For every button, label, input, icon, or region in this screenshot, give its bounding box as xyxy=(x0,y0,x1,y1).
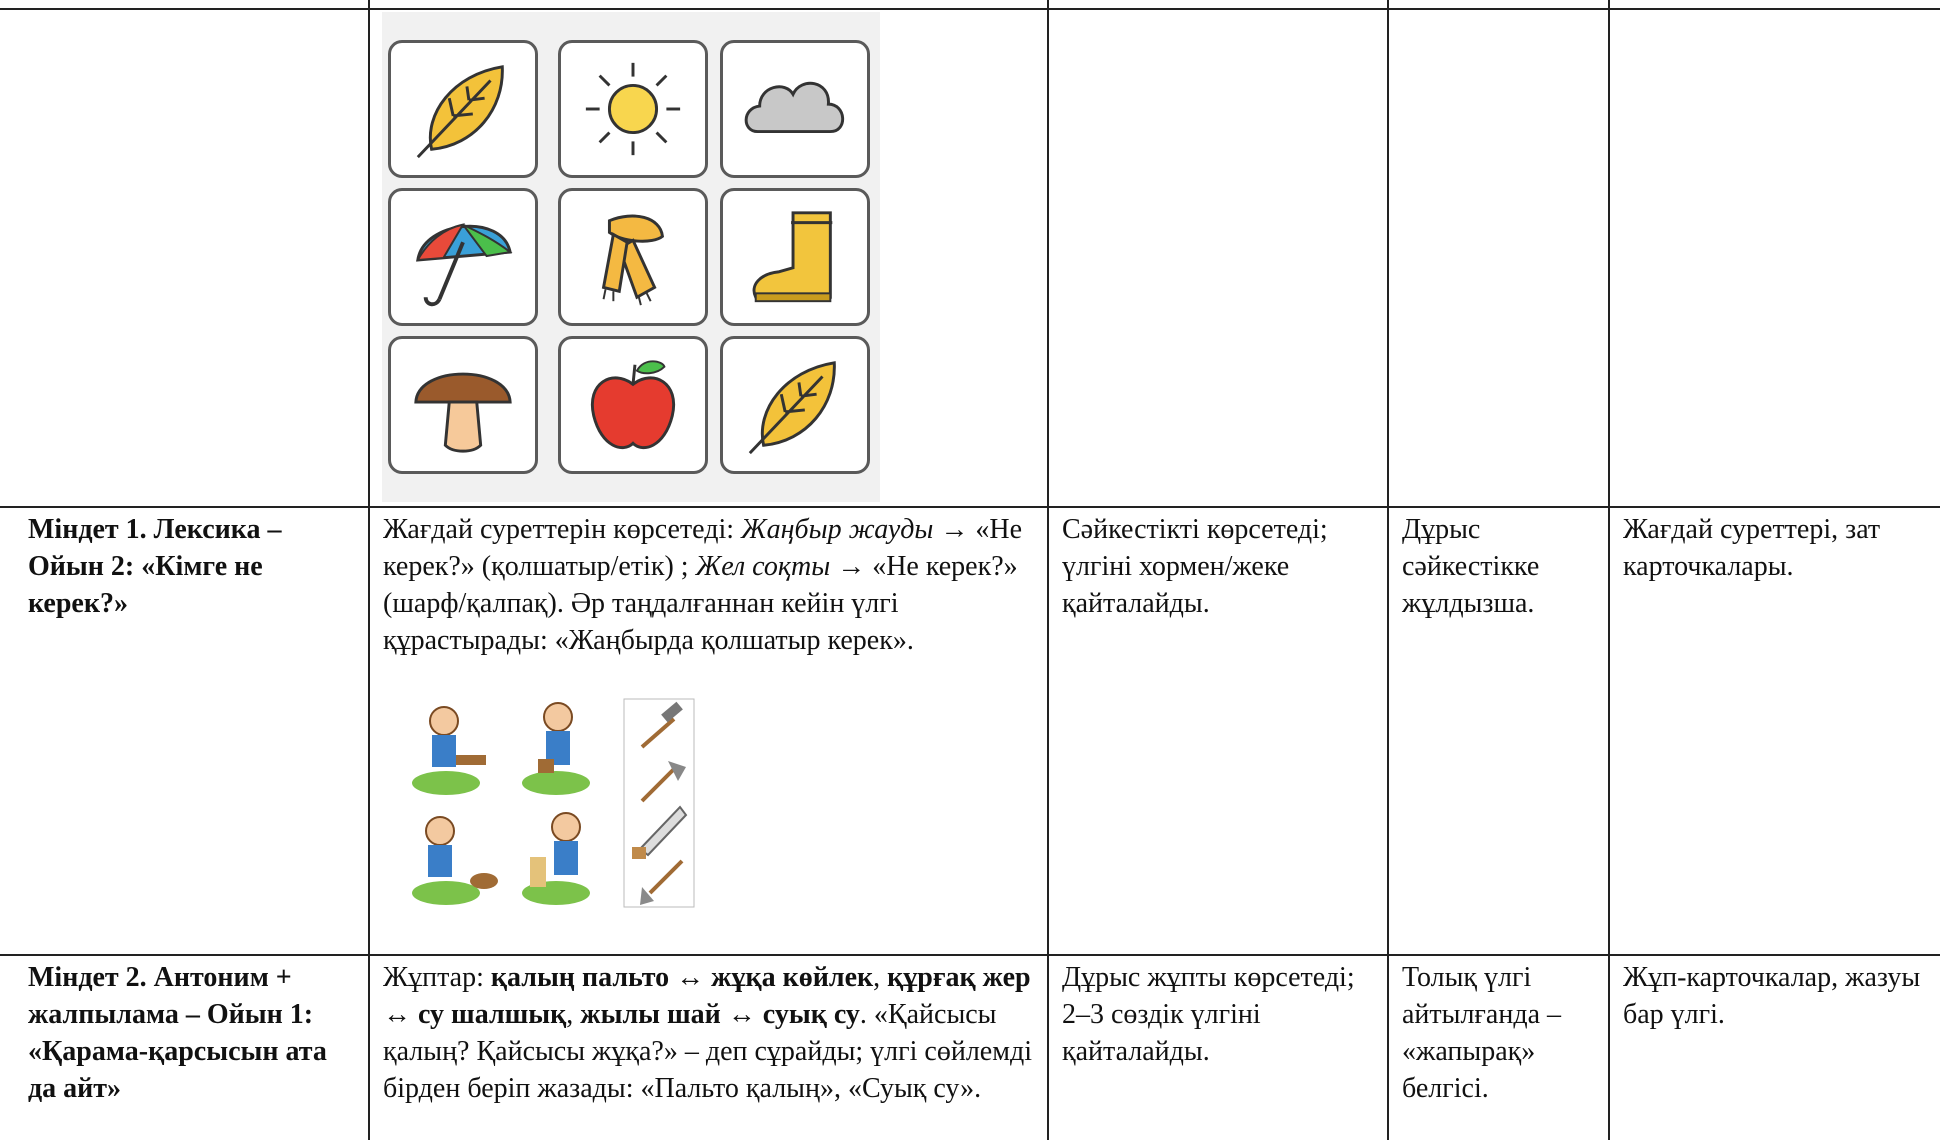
task-title: Міндет 1. Лексика – Ойын 2: «Кімге не керек?» xyxy=(28,514,282,619)
scarf-icon xyxy=(574,203,692,311)
boy-tools-illustration xyxy=(406,697,696,911)
assessment-text: Толық үлгі айтылғанда – «жапырақ» белгісі. xyxy=(1402,962,1562,1104)
leaf-card xyxy=(388,40,538,178)
children-cell xyxy=(1062,511,1380,622)
children-text: Сәйкестікті көрсетеді; үлгіні хормен/жеке қайталайды. xyxy=(1062,514,1328,619)
activity-italic: Жел соқты xyxy=(695,551,831,582)
leaf-card xyxy=(720,336,870,474)
task-cell xyxy=(28,959,358,1107)
boot-card xyxy=(720,188,870,326)
row-divider xyxy=(0,506,1940,508)
antonym-pair: қалың пальто ↔ жұқа көйлек xyxy=(490,962,874,993)
leaf-icon xyxy=(736,351,854,459)
column-divider xyxy=(1608,0,1610,1140)
column-divider xyxy=(368,0,370,1140)
sun-card xyxy=(558,40,708,178)
assessment-cell xyxy=(1402,959,1602,1107)
resources-text: Жағдай суреттері, зат карточкалары. xyxy=(1623,514,1881,582)
mushroom-card xyxy=(388,336,538,474)
activity-text: Жағдай суреттерін көрсетеді: xyxy=(383,514,742,545)
children-cell xyxy=(1062,959,1380,1070)
boy-digging-figure xyxy=(412,817,498,905)
activity-text: . «Қайсысы қалың? Қайсысы жұқа?» – деп сұрайды; үлгі сөйлемді бірден беріп жазады: «Пальто қалың», «Суық су». xyxy=(383,999,1032,1104)
umbrella-icon xyxy=(404,203,522,311)
activity-cell xyxy=(383,511,1033,659)
apple-icon xyxy=(574,351,692,459)
task-title: Міндет 2. Антоним + жалпылама – Ойын 1: «Қарама-қарсысын ата да айт» xyxy=(28,962,327,1104)
cloud-icon xyxy=(736,55,854,163)
apple-card xyxy=(558,336,708,474)
activity-text: Жұптар: xyxy=(383,962,491,993)
activity-text: , xyxy=(873,962,888,993)
antonym-pair: құрғақ жер ↔ су шалшық xyxy=(383,962,1031,1030)
leaf-icon xyxy=(404,55,522,163)
children-text: Дұрыс жұпты көрсетеді; 2–3 сөздік үлгіні қайталайды. xyxy=(1062,962,1355,1067)
column-divider xyxy=(1047,0,1049,1140)
task-cell xyxy=(28,511,358,622)
resources-cell xyxy=(1623,959,1935,1033)
activity-cell xyxy=(383,959,1033,1107)
boot-icon xyxy=(736,203,854,311)
activity-text: , xyxy=(566,999,581,1030)
antonym-pair: жылы шай ↔ суық су xyxy=(580,999,860,1030)
scarf-card xyxy=(558,188,708,326)
mushroom-icon xyxy=(404,351,522,459)
boy-sawing-figure xyxy=(412,707,486,795)
weather-picture-grid xyxy=(382,12,880,502)
assessment-text: Дұрыс сәйкестікке жұлдызша. xyxy=(1402,514,1540,619)
row-divider xyxy=(0,954,1940,956)
cloud-card xyxy=(720,40,870,178)
activity-text: → «Не керек?» (шарф/қалпақ). Әр таңдалғаннан кейін үлгі құрастырады: «Жаңбырда қолшатыр керек». xyxy=(383,551,1018,656)
assessment-cell xyxy=(1402,511,1602,622)
column-divider xyxy=(1387,0,1389,1140)
boy-planing-figure xyxy=(522,813,590,905)
resources-cell xyxy=(1623,511,1935,585)
sun-icon xyxy=(574,55,692,163)
resources-text: Жұп-карточкалар, жазуы бар үлгі. xyxy=(1623,962,1921,1030)
boy-chopping-figure xyxy=(522,703,590,795)
umbrella-card xyxy=(388,188,538,326)
activity-text: → «Не керек?» (қолшатыр/етік) ; xyxy=(383,514,1023,582)
row-divider xyxy=(0,8,1940,10)
activity-italic: Жаңбыр жауды xyxy=(741,514,934,545)
